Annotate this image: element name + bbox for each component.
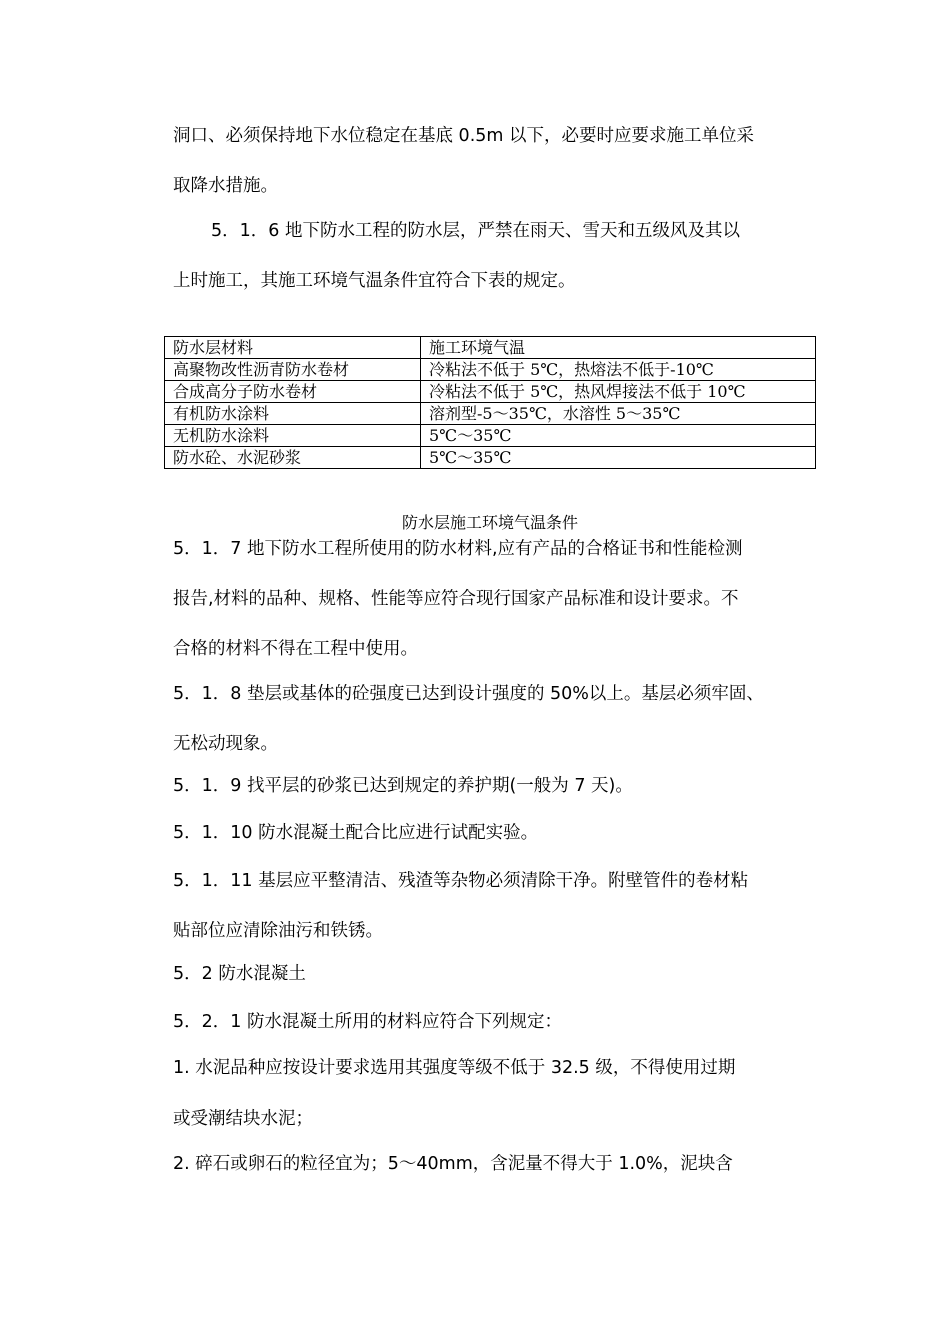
- paragraph-line: 取降水措施。: [173, 176, 278, 196]
- paragraph-line: 报告,材料的品种、规格、性能等应符合现行国家产品标准和设计要求。不: [173, 589, 739, 609]
- paragraph-line: 5．1．8 垫层或基体的砼强度已达到设计强度的 50%以上。基层必须牢固、: [173, 684, 764, 704]
- paragraph-line: 无松动现象。: [173, 734, 278, 754]
- table-cell-temperature: 5℃～35℃: [421, 425, 816, 447]
- paragraph-line: 洞口、必须保持地下水位稳定在基底 0.5m 以下，必要时应要求施工单位采: [173, 126, 755, 146]
- table-caption: 防水层施工环境气温条件: [401, 513, 578, 532]
- paragraph-line: 1. 水泥品种应按设计要求选用其强度等级不低于 32.5 级，不得使用过期: [173, 1058, 736, 1078]
- paragraph-line: 5．1．11 基层应平整清洁、残渣等杂物必须清除干净。附壁管件的卷材粘: [173, 871, 749, 891]
- table-cell-material: 防水砼、水泥砂浆: [165, 447, 421, 469]
- table-cell-temperature: 冷粘法不低于 5℃，热风焊接法不低于 10℃: [421, 381, 816, 403]
- table-row: [165, 447, 816, 469]
- table-row: [165, 425, 816, 447]
- paragraph-line: 5．1．6 地下防水工程的防水层，严禁在雨天、雪天和五级风及其以: [211, 221, 740, 241]
- paragraph-line: 上时施工，其施工环境气温条件宜符合下表的规定。: [173, 271, 576, 291]
- paragraph-line: 5．1．7 地下防水工程所使用的防水材料,应有产品的合格证书和性能检测: [173, 539, 743, 559]
- paragraph-line: 5．1．9 找平层的砂浆已达到规定的养护期(一般为 7 天)。: [173, 776, 633, 796]
- table-cell-temperature: 5℃～35℃: [421, 447, 816, 469]
- table-cell-temperature: 溶剂型-5～35℃，水溶性 5～35℃: [421, 403, 816, 425]
- paragraph-line: 5．1．10 防水混凝土配合比应进行试配实验。: [173, 823, 539, 843]
- table-row: [165, 381, 816, 403]
- table-row: [165, 403, 816, 425]
- paragraph-line: 贴部位应清除油污和铁锈。: [173, 921, 383, 941]
- table-cell-temperature: 冷粘法不低于 5℃，热熔法不低于-10℃: [421, 359, 816, 381]
- table-cell-material: 有机防水涂料: [165, 403, 421, 425]
- header-temperature: 施工环境气温: [421, 337, 816, 359]
- table-row: [165, 359, 816, 381]
- paragraph-line: 或受潮结块水泥；: [173, 1109, 313, 1129]
- table-header-row: [165, 337, 816, 359]
- section-heading: 5．2 防水混凝土: [173, 964, 306, 984]
- paragraph-line: 合格的材料不得在工程中使用。: [173, 639, 418, 659]
- table-cell-material: 合成高分子防水卷材: [165, 381, 421, 403]
- paragraph-line: 5．2．1 防水混凝土所用的材料应符合下列规定：: [173, 1012, 562, 1032]
- table-cell-material: 无机防水涂料: [165, 425, 421, 447]
- environment-temperature-table: [164, 336, 816, 469]
- header-material: 防水层材料: [165, 337, 421, 359]
- paragraph-line: 2. 碎石或卵石的粒径宜为；5～40mm，含泥量不得大于 1.0%，泥块含: [173, 1154, 733, 1174]
- table-cell-material: 高聚物改性沥青防水卷材: [165, 359, 421, 381]
